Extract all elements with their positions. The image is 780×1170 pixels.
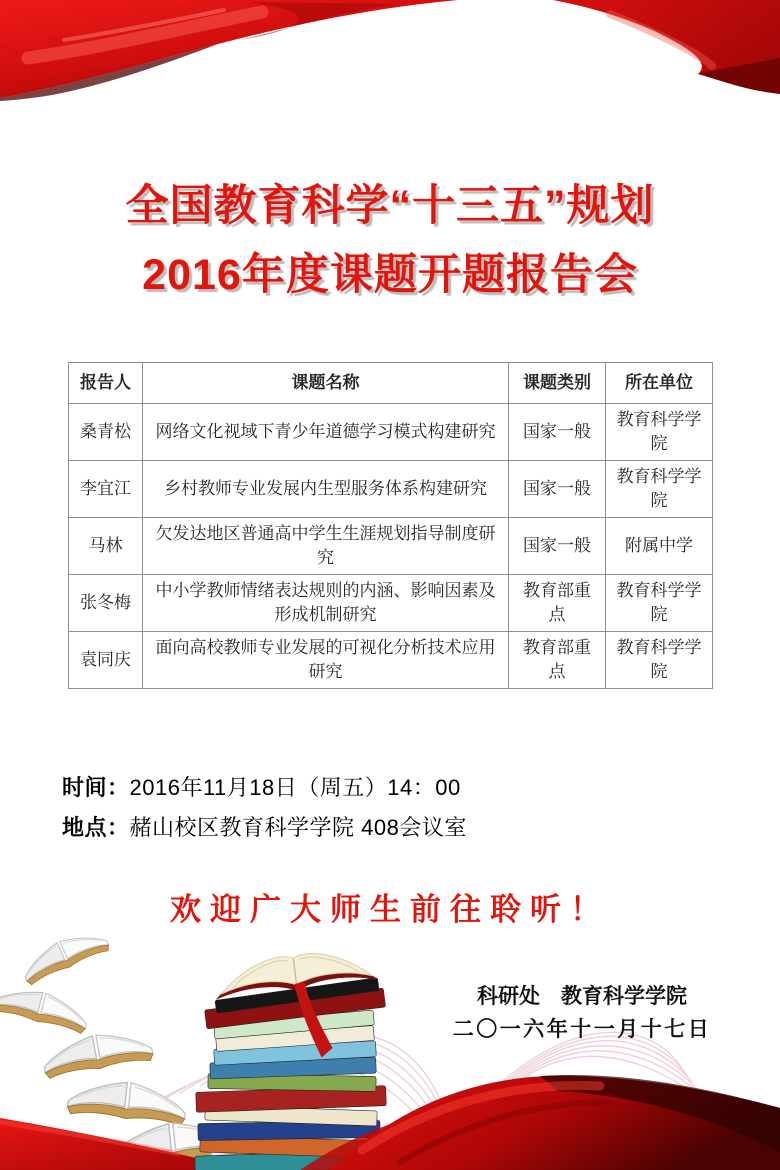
header-topic: 课题名称 <box>143 363 509 404</box>
cell-topic: 欠发达地区普通高中学生生涯规划指导制度研究 <box>143 518 509 575</box>
cell-presenter: 张冬梅 <box>69 575 143 632</box>
cell-unit: 教育科学学院 <box>606 575 713 632</box>
cell-unit: 教育科学学院 <box>606 404 713 461</box>
cell-topic: 网络文化视域下青少年道德学习模式构建研究 <box>143 404 509 461</box>
table-row <box>69 461 713 518</box>
cell-unit: 教育科学学院 <box>606 461 713 518</box>
table-row <box>69 632 713 689</box>
cell-presenter: 袁同庆 <box>69 632 143 689</box>
cell-unit: 教育科学学院 <box>606 632 713 689</box>
event-place <box>62 808 467 848</box>
cell-topic: 面向高校教师专业发展的可视化分析技术应用研究 <box>143 632 509 689</box>
signature-date: 二〇一六年十一月十七日 <box>452 1018 712 1041</box>
bottom-red-silk-wave <box>300 1075 780 1170</box>
welcome-message: 欢迎广大师生前往聆听！ <box>170 892 610 927</box>
top-red-ribbon-decoration <box>0 0 780 160</box>
falling-open-books <box>0 924 486 1170</box>
signature-org: 科研处 教育科学学院 <box>477 985 687 1008</box>
place-label: 地点： <box>62 815 130 840</box>
cell-presenter: 马林 <box>69 518 143 575</box>
place-value: 赭山校区教育科学学院 408会议室 <box>129 815 467 840</box>
title-line-2: 2016年度课题开题报告会 <box>142 251 638 299</box>
book-stack-with-open-book <box>195 945 387 1170</box>
cell-topic: 中小学教师情绪表达规则的内涵、影响因素及形成机制研究 <box>143 575 509 632</box>
cell-category: 国家一般 <box>509 404 606 461</box>
cell-category: 教育部重点 <box>509 632 606 689</box>
table-header-row <box>69 363 713 404</box>
cell-unit: 附属中学 <box>606 518 713 575</box>
top-right-red-ribbon <box>553 0 780 94</box>
event-time <box>62 768 467 808</box>
title-line-1: 全国教育科学“十三五”规划 <box>125 182 655 230</box>
cell-category: 国家一般 <box>509 461 606 518</box>
cell-presenter: 桑青松 <box>69 404 143 461</box>
time-value: 2016年11月18日（周五）14：00 <box>129 775 461 800</box>
page-title <box>0 172 780 310</box>
projects-table <box>68 362 713 689</box>
cell-category: 国家一般 <box>509 518 606 575</box>
cell-topic: 乡村教师专业发展内生型服务体系构建研究 <box>143 461 509 518</box>
header-category: 课题类别 <box>509 363 606 404</box>
pink-line-art-open-book <box>140 1032 705 1168</box>
table-row <box>69 518 713 575</box>
time-label: 时间： <box>62 775 130 800</box>
header-unit: 所在单位 <box>606 363 713 404</box>
bottom-left-red-ribbon <box>0 1118 245 1170</box>
header-presenter: 报告人 <box>69 363 143 404</box>
signature-block <box>432 980 732 1046</box>
cell-category: 教育部重点 <box>509 575 606 632</box>
event-info <box>62 768 467 848</box>
top-left-red-ribbon <box>0 0 458 101</box>
projects-table-wrap <box>68 362 712 689</box>
table-row <box>69 575 713 632</box>
cell-presenter: 李宜江 <box>69 461 143 518</box>
table-row <box>69 404 713 461</box>
